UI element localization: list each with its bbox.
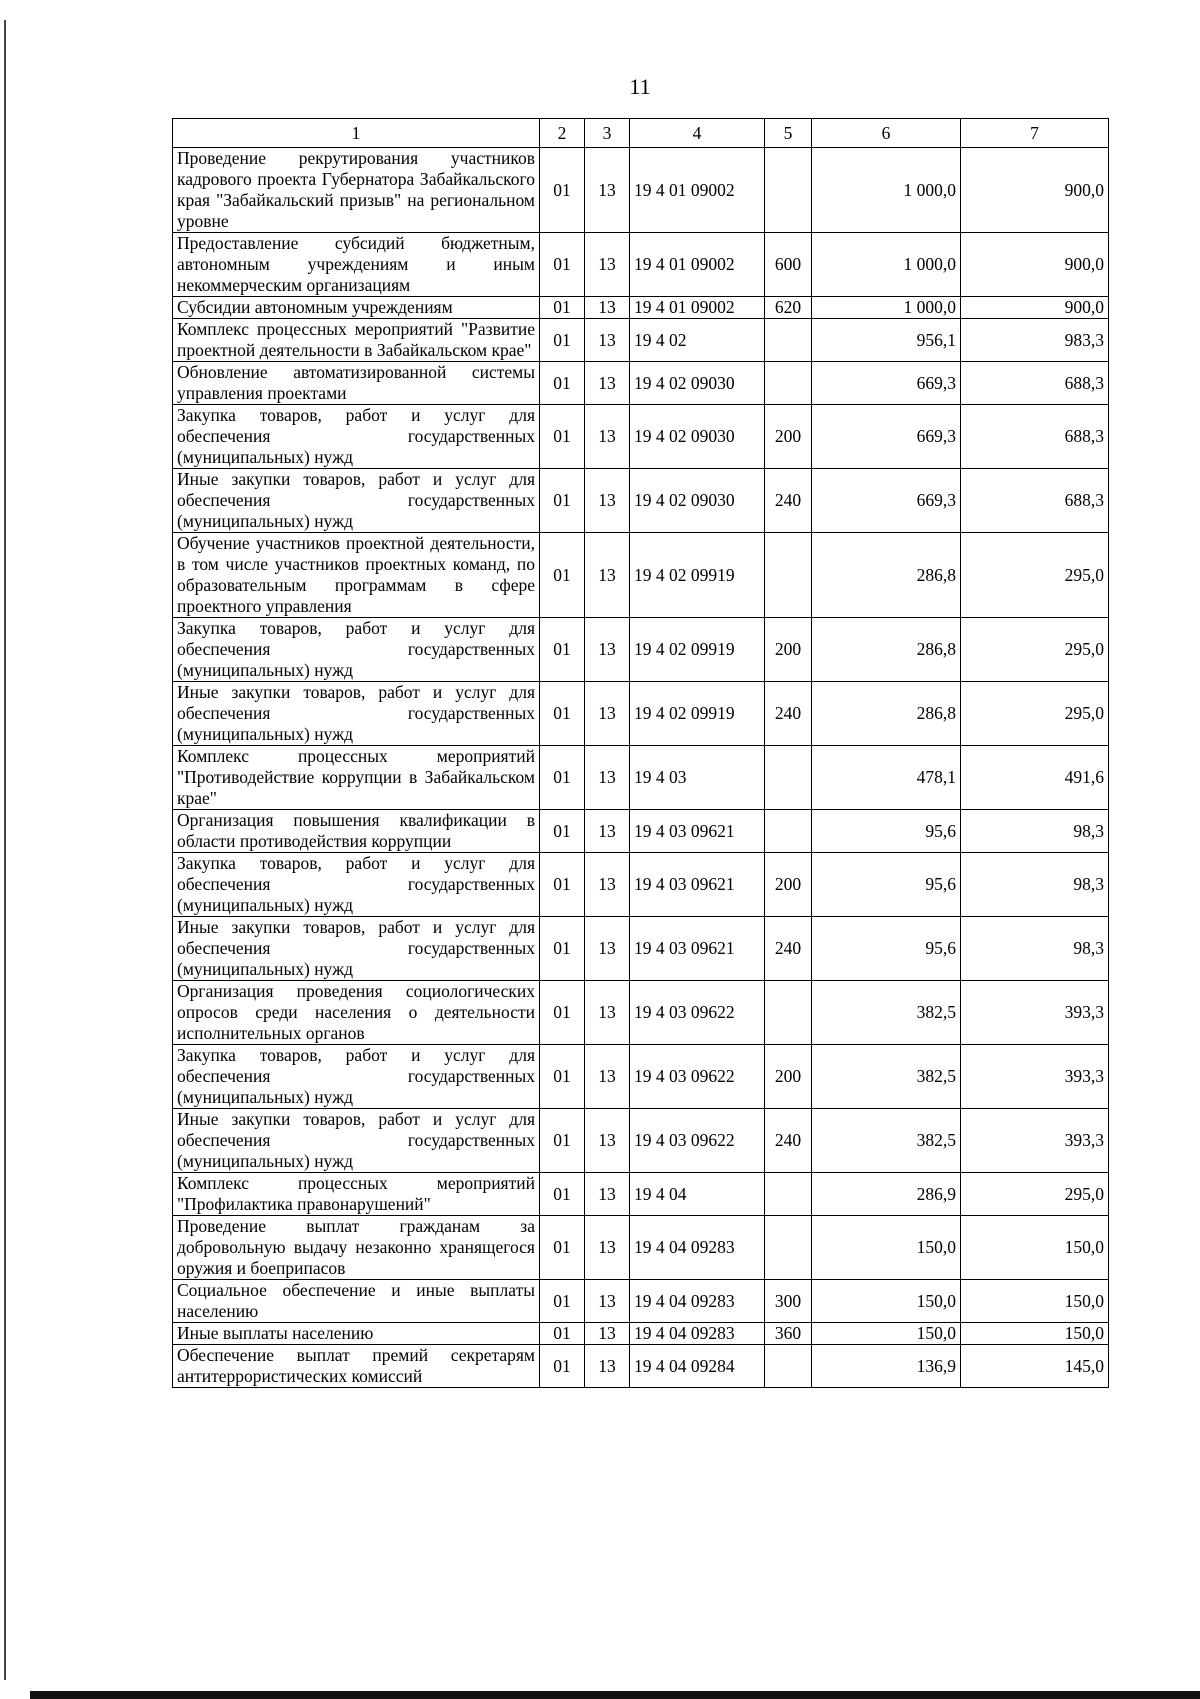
row-amount-year2-cell: 900,0: [961, 148, 1109, 233]
row-amount-year1-cell: 95,6: [812, 810, 961, 853]
row-expense-type-cell: [765, 746, 812, 810]
table-row: [173, 618, 1109, 682]
row-name-cell: Закупка товаров, работ и услуг для обеспечения государственных (муниципальных) нужд: [173, 1045, 540, 1109]
row-subsection-cell: 13: [585, 1345, 630, 1388]
table-row: [173, 148, 1109, 233]
row-section-cell: 01: [540, 148, 585, 233]
row-expense-type-cell: 240: [765, 917, 812, 981]
scan-edge-left: [4, 20, 6, 1680]
row-section-cell: 01: [540, 533, 585, 618]
row-expense-type-cell: [765, 362, 812, 405]
row-name-cell: Закупка товаров, работ и услуг для обеспечения государственных (муниципальных) нужд: [173, 618, 540, 682]
table-row: [173, 1173, 1109, 1216]
row-expense-type-cell: 620: [765, 297, 812, 319]
row-subsection-cell: 13: [585, 746, 630, 810]
table-row: [173, 810, 1109, 853]
row-expense-type-cell: [765, 148, 812, 233]
row-amount-year2-cell: 98,3: [961, 810, 1109, 853]
row-target-article-cell: 19 4 02 09030: [630, 405, 765, 469]
row-amount-year2-cell: 150,0: [961, 1216, 1109, 1280]
row-subsection-cell: 13: [585, 362, 630, 405]
row-amount-year2-cell: 150,0: [961, 1280, 1109, 1323]
row-target-article-cell: 19 4 03: [630, 746, 765, 810]
row-section-cell: 01: [540, 1280, 585, 1323]
row-name-cell: Иные закупки товаров, работ и услуг для обеспечения государственных (муниципальных) нужд: [173, 469, 540, 533]
row-section-cell: 01: [540, 319, 585, 362]
header-col-3: 3: [585, 119, 630, 148]
row-target-article-cell: 19 4 03 09622: [630, 1109, 765, 1173]
row-target-article-cell: 19 4 02: [630, 319, 765, 362]
table-header-row: [173, 119, 1109, 148]
row-target-article-cell: 19 4 03 09621: [630, 810, 765, 853]
row-name-cell: Иные выплаты населению: [173, 1323, 540, 1345]
row-name-cell: Закупка товаров, работ и услуг для обеспечения государственных (муниципальных) нужд: [173, 853, 540, 917]
row-section-cell: 01: [540, 981, 585, 1045]
row-subsection-cell: 13: [585, 319, 630, 362]
row-target-article-cell: 19 4 04 09283: [630, 1216, 765, 1280]
row-amount-year1-cell: 136,9: [812, 1345, 961, 1388]
row-expense-type-cell: 200: [765, 853, 812, 917]
row-target-article-cell: 19 4 02 09919: [630, 533, 765, 618]
row-expense-type-cell: [765, 1345, 812, 1388]
row-subsection-cell: 13: [585, 981, 630, 1045]
row-amount-year1-cell: 956,1: [812, 319, 961, 362]
table-row: [173, 405, 1109, 469]
row-expense-type-cell: [765, 319, 812, 362]
row-amount-year2-cell: 295,0: [961, 682, 1109, 746]
row-amount-year1-cell: 95,6: [812, 853, 961, 917]
row-name-cell: Организация проведения социологических опросов среди населения о деятельности исполнительных органов: [173, 981, 540, 1045]
row-section-cell: 01: [540, 1173, 585, 1216]
row-name-cell: Организация повышения квалификации в области противодействия коррупции: [173, 810, 540, 853]
row-amount-year2-cell: 688,3: [961, 362, 1109, 405]
table-row: [173, 297, 1109, 319]
row-target-article-cell: 19 4 01 09002: [630, 297, 765, 319]
table-row: [173, 981, 1109, 1045]
row-expense-type-cell: 240: [765, 682, 812, 746]
row-subsection-cell: 13: [585, 1216, 630, 1280]
table-row: [173, 362, 1109, 405]
row-target-article-cell: 19 4 02 09030: [630, 469, 765, 533]
row-section-cell: 01: [540, 297, 585, 319]
row-name-cell: Комплекс процессных мероприятий "Противодействие коррупции в Забайкальском крае": [173, 746, 540, 810]
row-expense-type-cell: [765, 1216, 812, 1280]
row-subsection-cell: 13: [585, 469, 630, 533]
row-name-cell: Комплекс процессных мероприятий "Профилактика правонарушений": [173, 1173, 540, 1216]
row-amount-year1-cell: 1 000,0: [812, 148, 961, 233]
row-subsection-cell: 13: [585, 233, 630, 297]
row-amount-year2-cell: 393,3: [961, 981, 1109, 1045]
row-subsection-cell: 13: [585, 682, 630, 746]
row-amount-year1-cell: 286,8: [812, 533, 961, 618]
row-subsection-cell: 13: [585, 1109, 630, 1173]
row-name-cell: Обеспечение выплат премий секретарям антитеррористических комиссий: [173, 1345, 540, 1388]
row-amount-year1-cell: 286,8: [812, 618, 961, 682]
row-expense-type-cell: 200: [765, 1045, 812, 1109]
scan-edge-bottom: [30, 1691, 1200, 1699]
row-target-article-cell: 19 4 01 09002: [630, 148, 765, 233]
table-row: [173, 1216, 1109, 1280]
row-section-cell: 01: [540, 362, 585, 405]
table-row: [173, 682, 1109, 746]
header-col-2: 2: [540, 119, 585, 148]
row-target-article-cell: 19 4 03 09621: [630, 853, 765, 917]
row-target-article-cell: 19 4 01 09002: [630, 233, 765, 297]
row-expense-type-cell: 240: [765, 469, 812, 533]
row-subsection-cell: 13: [585, 1045, 630, 1109]
table-row: [173, 1323, 1109, 1345]
row-target-article-cell: 19 4 04 09283: [630, 1280, 765, 1323]
row-target-article-cell: 19 4 03 09622: [630, 981, 765, 1045]
row-amount-year2-cell: 900,0: [961, 297, 1109, 319]
row-amount-year1-cell: 382,5: [812, 1045, 961, 1109]
row-amount-year2-cell: 145,0: [961, 1345, 1109, 1388]
row-subsection-cell: 13: [585, 917, 630, 981]
row-name-cell: Предоставление субсидий бюджетным, автономным учреждениям и иным некоммерческим организациям: [173, 233, 540, 297]
row-section-cell: 01: [540, 618, 585, 682]
row-name-cell: Субсидии автономным учреждениям: [173, 297, 540, 319]
table-body: [173, 148, 1109, 1388]
row-amount-year2-cell: 900,0: [961, 233, 1109, 297]
row-section-cell: 01: [540, 682, 585, 746]
header-col-1: 1: [173, 119, 540, 148]
row-subsection-cell: 13: [585, 1323, 630, 1345]
row-section-cell: 01: [540, 917, 585, 981]
row-target-article-cell: 19 4 02 09919: [630, 682, 765, 746]
table-row: [173, 1280, 1109, 1323]
row-target-article-cell: 19 4 02 09030: [630, 362, 765, 405]
row-section-cell: 01: [540, 1216, 585, 1280]
row-expense-type-cell: 240: [765, 1109, 812, 1173]
row-expense-type-cell: 200: [765, 405, 812, 469]
row-amount-year1-cell: 150,0: [812, 1216, 961, 1280]
row-amount-year2-cell: 688,3: [961, 405, 1109, 469]
row-name-cell: Комплекс процессных мероприятий "Развитие проектной деятельности в Забайкальском крае": [173, 319, 540, 362]
table-row: [173, 1345, 1109, 1388]
row-amount-year2-cell: 98,3: [961, 853, 1109, 917]
row-amount-year1-cell: 150,0: [812, 1323, 961, 1345]
table-row: [173, 1109, 1109, 1173]
row-name-cell: Обновление автоматизированной системы управления проектами: [173, 362, 540, 405]
row-amount-year2-cell: 491,6: [961, 746, 1109, 810]
row-amount-year1-cell: 1 000,0: [812, 233, 961, 297]
table-row: [173, 533, 1109, 618]
row-expense-type-cell: [765, 533, 812, 618]
row-subsection-cell: 13: [585, 533, 630, 618]
table-row: [173, 233, 1109, 297]
row-amount-year1-cell: 286,9: [812, 1173, 961, 1216]
row-subsection-cell: 13: [585, 1280, 630, 1323]
row-expense-type-cell: [765, 1173, 812, 1216]
row-section-cell: 01: [540, 1045, 585, 1109]
row-expense-type-cell: [765, 810, 812, 853]
row-name-cell: Социальное обеспечение и иные выплаты населению: [173, 1280, 540, 1323]
row-name-cell: Обучение участников проектной деятельности, в том числе участников проектных команд, по образовательным программам в сфере проектного управления: [173, 533, 540, 618]
row-subsection-cell: 13: [585, 297, 630, 319]
table-row: [173, 746, 1109, 810]
row-amount-year1-cell: 669,3: [812, 469, 961, 533]
row-amount-year1-cell: 382,5: [812, 981, 961, 1045]
row-subsection-cell: 13: [585, 405, 630, 469]
page-number: 11: [629, 74, 651, 99]
row-subsection-cell: 13: [585, 853, 630, 917]
budget-table: [172, 118, 1109, 1388]
row-expense-type-cell: 600: [765, 233, 812, 297]
row-amount-year2-cell: 98,3: [961, 917, 1109, 981]
row-section-cell: 01: [540, 1109, 585, 1173]
row-section-cell: 01: [540, 810, 585, 853]
row-target-article-cell: 19 4 04 09284: [630, 1345, 765, 1388]
table-row: [173, 917, 1109, 981]
row-amount-year1-cell: 286,8: [812, 682, 961, 746]
row-amount-year1-cell: 150,0: [812, 1280, 961, 1323]
row-section-cell: 01: [540, 233, 585, 297]
row-name-cell: Иные закупки товаров, работ и услуг для обеспечения государственных (муниципальных) нужд: [173, 917, 540, 981]
row-section-cell: 01: [540, 853, 585, 917]
row-subsection-cell: 13: [585, 810, 630, 853]
row-amount-year1-cell: 669,3: [812, 405, 961, 469]
row-amount-year2-cell: 150,0: [961, 1323, 1109, 1345]
table-row: [173, 319, 1109, 362]
row-section-cell: 01: [540, 405, 585, 469]
table-row: [173, 1045, 1109, 1109]
row-amount-year2-cell: 393,3: [961, 1045, 1109, 1109]
row-target-article-cell: 19 4 03 09622: [630, 1045, 765, 1109]
row-amount-year2-cell: 983,3: [961, 319, 1109, 362]
row-name-cell: Иные закупки товаров, работ и услуг для обеспечения государственных (муниципальных) нужд: [173, 682, 540, 746]
header-col-5: 5: [765, 119, 812, 148]
row-amount-year1-cell: 95,6: [812, 917, 961, 981]
row-subsection-cell: 13: [585, 148, 630, 233]
table-row: [173, 853, 1109, 917]
row-amount-year2-cell: 393,3: [961, 1109, 1109, 1173]
row-target-article-cell: 19 4 04 09283: [630, 1323, 765, 1345]
row-target-article-cell: 19 4 03 09621: [630, 917, 765, 981]
row-expense-type-cell: 360: [765, 1323, 812, 1345]
header-col-4: 4: [630, 119, 765, 148]
row-amount-year1-cell: 1 000,0: [812, 297, 961, 319]
row-target-article-cell: 19 4 02 09919: [630, 618, 765, 682]
row-amount-year2-cell: 295,0: [961, 618, 1109, 682]
table-row: [173, 469, 1109, 533]
row-expense-type-cell: 300: [765, 1280, 812, 1323]
row-amount-year2-cell: 295,0: [961, 1173, 1109, 1216]
row-amount-year2-cell: 688,3: [961, 469, 1109, 533]
row-subsection-cell: 13: [585, 618, 630, 682]
row-section-cell: 01: [540, 746, 585, 810]
row-name-cell: Проведение рекрутирования участников кадрового проекта Губернатора Забайкальского края "Забайкальский призыв" на региональном уровне: [173, 148, 540, 233]
header-col-6: 6: [812, 119, 961, 148]
row-amount-year1-cell: 478,1: [812, 746, 961, 810]
row-expense-type-cell: [765, 981, 812, 1045]
row-section-cell: 01: [540, 1345, 585, 1388]
row-amount-year1-cell: 669,3: [812, 362, 961, 405]
row-name-cell: Иные закупки товаров, работ и услуг для обеспечения государственных (муниципальных) нужд: [173, 1109, 540, 1173]
row-section-cell: 01: [540, 469, 585, 533]
header-col-7: 7: [961, 119, 1109, 148]
row-expense-type-cell: 200: [765, 618, 812, 682]
row-name-cell: Закупка товаров, работ и услуг для обеспечения государственных (муниципальных) нужд: [173, 405, 540, 469]
row-target-article-cell: 19 4 04: [630, 1173, 765, 1216]
row-subsection-cell: 13: [585, 1173, 630, 1216]
row-amount-year1-cell: 382,5: [812, 1109, 961, 1173]
row-amount-year2-cell: 295,0: [961, 533, 1109, 618]
row-name-cell: Проведение выплат гражданам за добровольную выдачу незаконно хранящегося оружия и боеприпасов: [173, 1216, 540, 1280]
row-section-cell: 01: [540, 1323, 585, 1345]
